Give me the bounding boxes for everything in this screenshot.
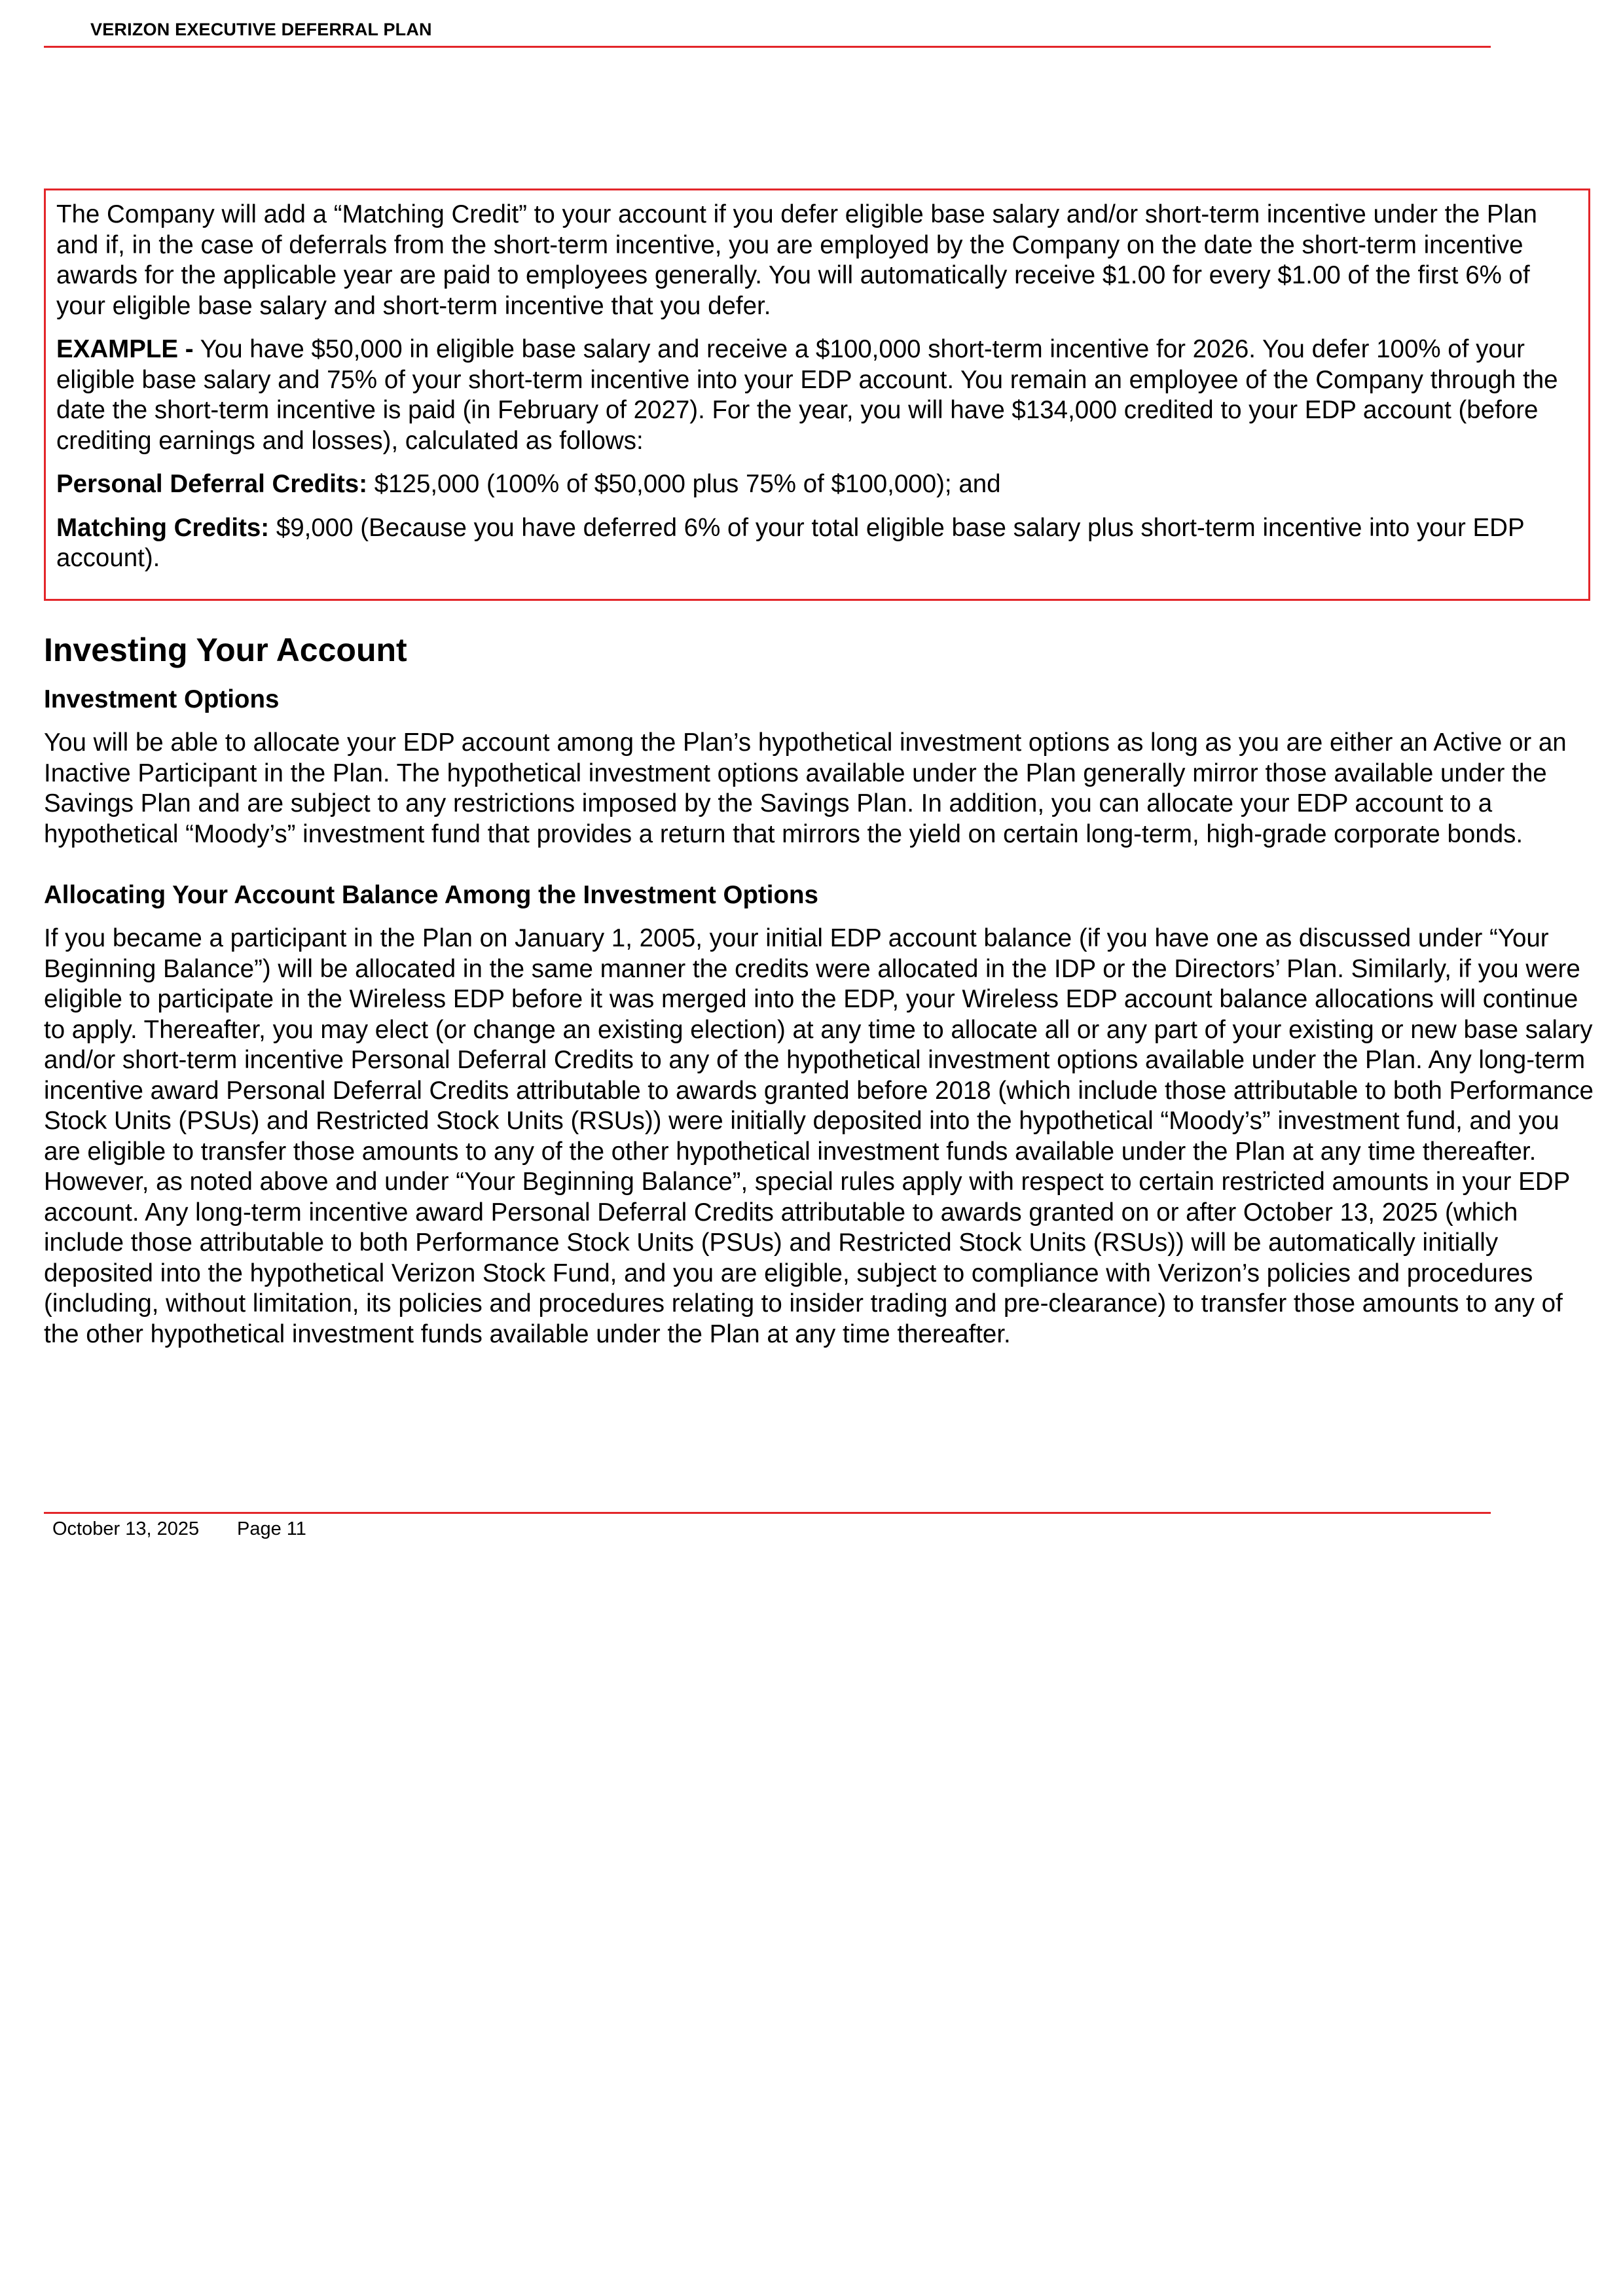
personal-credits-text: $125,000 (100% of $50,000 plus 75% of $100,000); and (367, 470, 1001, 498)
matching-credits-text: $9,000 (Because you have deferred 6% of your total eligible base salary plus short-term incentive into your EDP account). (56, 513, 1524, 572)
callout-matching-credits-paragraph (56, 513, 1578, 574)
matching-credit-callout-box (44, 188, 1590, 601)
example-text: You have $50,000 in eligible base salary and receive a $100,000 short-term incentive for 2026. You defer 100% of your eligible base salary and 75% of your short-term incentive into your EDP account. You remain an employee of the Company through the date the short-term incentive is paid (in February of 2027). For the year, you will have $134,000 credited to your EDP account (before crediting earnings and losses), calculated as follows: (56, 335, 1558, 455)
personal-credits-label: Personal Deferral Credits: (56, 470, 368, 498)
section-title: Investing Your Account (44, 632, 407, 668)
footer-date: October 13, 2025 (52, 1518, 200, 1539)
example-label: EXAMPLE - (56, 335, 194, 363)
callout-personal-credits-paragraph (56, 469, 1578, 500)
callout-example-paragraph (56, 334, 1578, 456)
footer-page-number: Page 11 (237, 1518, 306, 1539)
header-divider (44, 46, 1491, 48)
investment-options-paragraph: You will be able to allocate your EDP account among the Plan’s hypothetical investment options as long as you are either an Active or an Inactive Participant in the Plan. The hypothetical investment options available under the Plan generally mirror those available under the Savings Plan and are subject to any restrictions imposed by the Savings Plan. In addition, you can allocate your EDP account to a hypothetical “Moody’s” investment fund that provides a return that mirrors the yield on certain long-term, high-grade corporate bonds. (44, 728, 1567, 848)
footer-divider (44, 1512, 1491, 1514)
matching-credits-label: Matching Credits: (56, 513, 270, 542)
investment-options-heading: Investment Options (44, 685, 280, 713)
document-header-title: VERIZON EXECUTIVE DEFERRAL PLAN (90, 20, 432, 39)
allocating-paragraph: If you became a participant in the Plan on January 1, 2005, your initial EDP account balance (if you have one as discussed under “Your Beginning Balance”) will be allocated in the same manner the credits were allocated in the IDP or the Directors’ Plan. Similarly, if you were eligible to participate in the Wireless EDP before it was merged into the EDP, your Wireless EDP account balance allocations will continue to apply. Thereafter, you may elect (or change an existing election) at any time to allocate all or any part of your existing or new base salary and/or short-term incentive Personal Deferral Credits to any of the hypothetical investment options available under the Plan. Any long-term incentive award Personal Deferral Credits attributable to awards granted before 2018 (which include those attributable to both Performance Stock Units (PSUs) and Restricted Stock Units (RSUs)) were initially deposited into the hypothetical “Moody’s” investment fund, and you are eligible to transfer those amounts to any of the other hypothetical investment funds available under the Plan at any time thereafter. However, as noted above and under “Your Beginning Balance”, special rules apply with respect to certain restricted amounts in your EDP account. Any long-term incentive award Personal Deferral Credits attributable to awards granted on or after October 13, 2025 (which include those attributable to both Performance Stock Units (PSUs) and Restricted Stock Units (RSUs)) will be automatically initially deposited into the hypothetical Verizon Stock Fund, and you are eligible, subject to compliance with Verizon’s policies and procedures (including, without limitation, its policies and procedures relating to insider trading and pre-clearance) to transfer those amounts to any of the other hypothetical investment funds available under the Plan at any time thereafter. (44, 924, 1594, 1348)
callout-intro-paragraph: The Company will add a “Matching Credit” to your account if you defer eligible base salary and/or short-term incentive under the Plan and if, in the case of deferrals from the short-term incentive, you are employed by the Company on the date the short-term incentive awards for the applicable year are paid to employees generally. You will automatically receive $1.00 for every $1.00 of the first 6% of your eligible base salary and short-term incentive that you defer. (56, 200, 1537, 320)
allocating-heading: Allocating Your Account Balance Among the Investment Options (44, 881, 818, 909)
